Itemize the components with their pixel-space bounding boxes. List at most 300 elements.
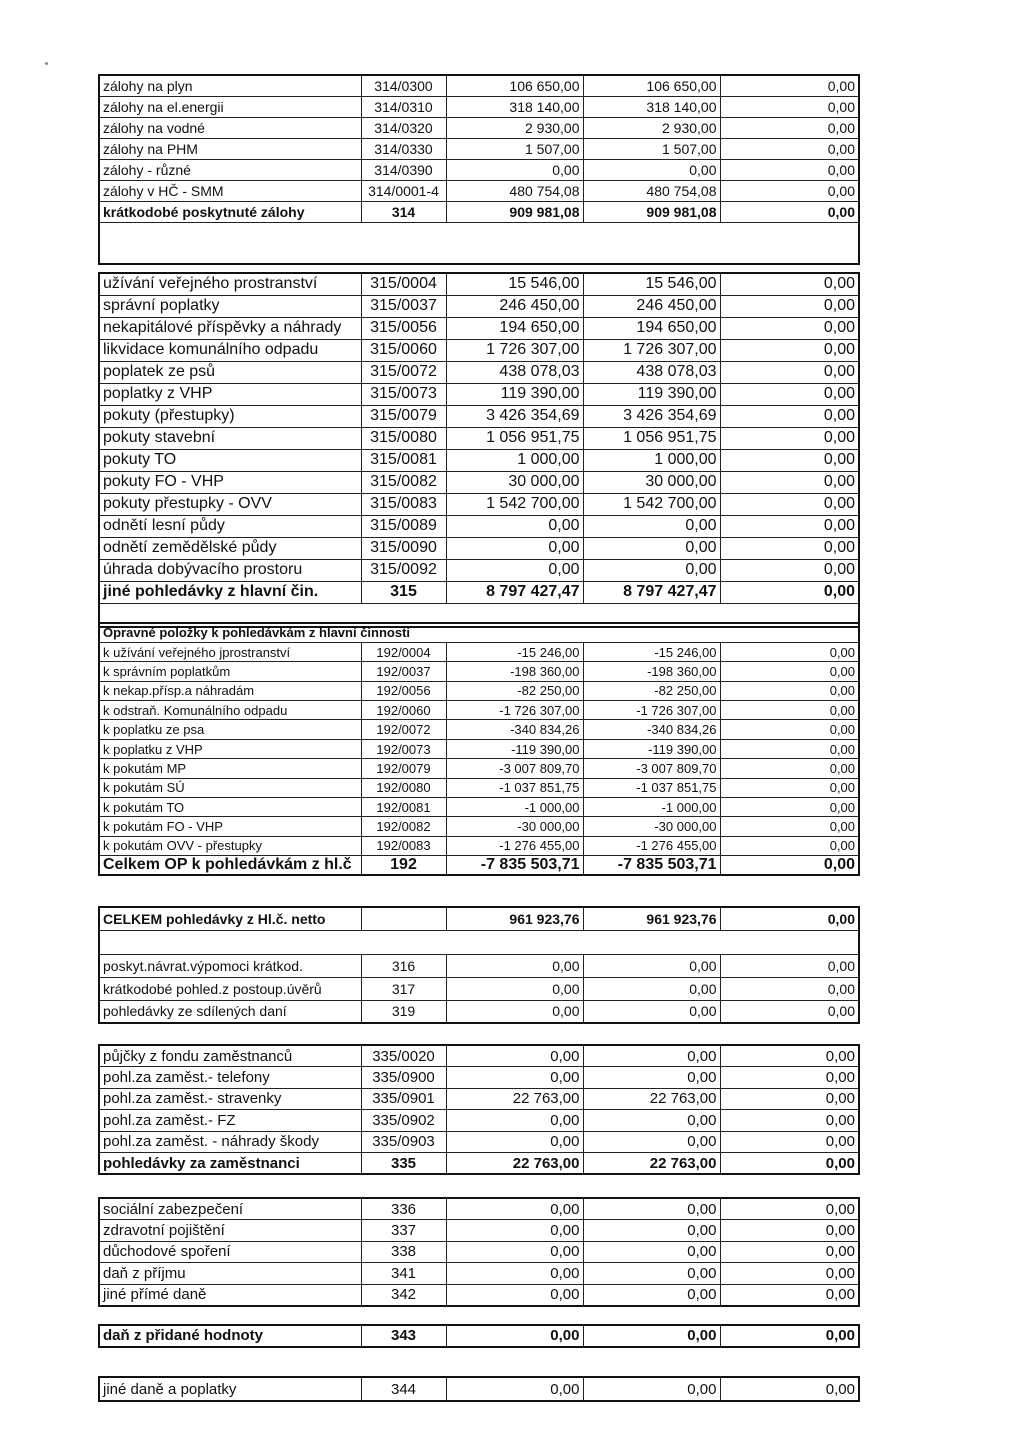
table-row bbox=[99, 138, 859, 159]
amount-col-1: -1 000,00 bbox=[446, 798, 583, 817]
amount-col-1: 0,00 bbox=[446, 1263, 583, 1285]
table-row bbox=[99, 537, 859, 559]
amount-col-3: 0,00 bbox=[720, 778, 859, 797]
table-row bbox=[99, 1220, 859, 1242]
amount-col-1: 2 930,00 bbox=[446, 117, 583, 138]
amount-col-2: 0,00 bbox=[583, 1263, 720, 1285]
account-code: 335/0020 bbox=[361, 1045, 446, 1067]
amount-col-2: -1 000,00 bbox=[583, 798, 720, 817]
table-row bbox=[99, 954, 859, 977]
amount-col-1: 15 546,00 bbox=[446, 273, 583, 295]
account-code: 335/0903 bbox=[361, 1131, 446, 1153]
amount-col-2: 0,00 bbox=[583, 954, 720, 977]
amount-col-3: 0,00 bbox=[720, 681, 859, 700]
item-name: zálohy na plyn bbox=[99, 75, 361, 96]
amount-col-3: 0,00 bbox=[720, 642, 859, 661]
amount-col-3: 0,00 bbox=[720, 493, 859, 515]
amount-col-3: 0,00 bbox=[720, 138, 859, 159]
amount-col-3: 0,00 bbox=[720, 739, 859, 758]
amount-col-3: 0,00 bbox=[720, 159, 859, 180]
table-allowances-192 bbox=[98, 622, 860, 876]
amount-col-2: 0,00 bbox=[583, 1220, 720, 1242]
item-name: jiné přímé daně bbox=[99, 1284, 361, 1306]
amount-col-2: 1 507,00 bbox=[583, 138, 720, 159]
account-code: 335/0902 bbox=[361, 1110, 446, 1132]
account-code: 192/0083 bbox=[361, 836, 446, 855]
account-code: 338 bbox=[361, 1241, 446, 1263]
table-row bbox=[99, 1284, 859, 1306]
amount-col-2: 0,00 bbox=[583, 1284, 720, 1306]
item-name: poplatky z VHP bbox=[99, 383, 361, 405]
table-row bbox=[99, 701, 859, 720]
amount-col-2: -7 835 503,71 bbox=[583, 856, 720, 875]
table-employees-335 bbox=[98, 1044, 860, 1175]
amount-col-3: 0,00 bbox=[720, 449, 859, 471]
account-code: 192/0079 bbox=[361, 759, 446, 778]
amount-col-3: 0,00 bbox=[720, 180, 859, 201]
item-name: správní poplatky bbox=[99, 295, 361, 317]
amount-col-2: 22 763,00 bbox=[583, 1153, 720, 1175]
table-row bbox=[99, 339, 859, 361]
amount-col-1: -340 834,26 bbox=[446, 720, 583, 739]
account-code: 314/0001-4 bbox=[361, 180, 446, 201]
table-row bbox=[99, 159, 859, 180]
amount-col-2: -15 246,00 bbox=[583, 642, 720, 661]
total-row bbox=[99, 581, 859, 603]
account-code: 343 bbox=[361, 1325, 446, 1347]
amount-col-3: 0,00 bbox=[720, 117, 859, 138]
amount-col-1: 0,00 bbox=[446, 977, 583, 1000]
amount-col-2: 246 450,00 bbox=[583, 295, 720, 317]
account-code: 315/0081 bbox=[361, 449, 446, 471]
account-code: 315/0073 bbox=[361, 383, 446, 405]
amount-col-1: 961 923,76 bbox=[446, 907, 583, 930]
table-row bbox=[99, 1263, 859, 1285]
amount-col-2: 0,00 bbox=[583, 1325, 720, 1347]
amount-col-3: 0,00 bbox=[720, 1220, 859, 1242]
table-row bbox=[99, 1045, 859, 1067]
amount-col-1: 30 000,00 bbox=[446, 471, 583, 493]
amount-col-1: -3 007 809,70 bbox=[446, 759, 583, 778]
table-row bbox=[99, 273, 859, 295]
amount-col-2: 119 390,00 bbox=[583, 383, 720, 405]
account-code: 316 bbox=[361, 954, 446, 977]
amount-col-2: 0,00 bbox=[583, 1000, 720, 1023]
amount-col-3: 0,00 bbox=[720, 1110, 859, 1132]
amount-col-3: 0,00 bbox=[720, 75, 859, 96]
amount-col-1: 3 426 354,69 bbox=[446, 405, 583, 427]
item-name: úhrada dobývacího prostoru bbox=[99, 559, 361, 581]
amount-col-1: 1 507,00 bbox=[446, 138, 583, 159]
spacer-row bbox=[99, 930, 859, 954]
amount-col-1: 22 763,00 bbox=[446, 1088, 583, 1110]
amount-col-3: 0,00 bbox=[720, 273, 859, 295]
item-name: zálohy v HČ - SMM bbox=[99, 180, 361, 201]
amount-col-2: -198 360,00 bbox=[583, 662, 720, 681]
amount-col-1: -1 276 455,00 bbox=[446, 836, 583, 855]
account-code: 319 bbox=[361, 1000, 446, 1023]
table-row bbox=[99, 1088, 859, 1110]
account-code: 314 bbox=[361, 201, 446, 222]
item-name: pokuty FO - VHP bbox=[99, 471, 361, 493]
table-row bbox=[99, 180, 859, 201]
amount-col-2: 909 981,08 bbox=[583, 201, 720, 222]
account-code: 315/0037 bbox=[361, 295, 446, 317]
item-name: k pokutám SÚ bbox=[99, 778, 361, 797]
amount-col-3: 0,00 bbox=[720, 1198, 859, 1220]
amount-col-1: 106 650,00 bbox=[446, 75, 583, 96]
table-row bbox=[99, 559, 859, 581]
amount-col-2: 1 542 700,00 bbox=[583, 493, 720, 515]
table-vat-343 bbox=[98, 1324, 860, 1348]
table-row bbox=[99, 449, 859, 471]
table-row bbox=[99, 117, 859, 138]
item-name: pohl.za zaměst.- stravenky bbox=[99, 1088, 361, 1110]
item-name: k poplatku z VHP bbox=[99, 739, 361, 758]
amount-col-3: 0,00 bbox=[720, 662, 859, 681]
account-code: 315/0080 bbox=[361, 427, 446, 449]
amount-col-1: 0,00 bbox=[446, 1000, 583, 1023]
amount-col-1: -7 835 503,71 bbox=[446, 856, 583, 875]
item-name: jiné pohledávky z hlavní čin. bbox=[99, 581, 361, 603]
table-row bbox=[99, 836, 859, 855]
amount-col-1: 0,00 bbox=[446, 1198, 583, 1220]
amount-col-2: 8 797 427,47 bbox=[583, 581, 720, 603]
section-header: Opravné položky k pohledávkám z hlavní činnosti bbox=[99, 623, 859, 642]
table-row bbox=[99, 1198, 859, 1220]
amount-col-2: 318 140,00 bbox=[583, 96, 720, 117]
amount-col-2: -1 037 851,75 bbox=[583, 778, 720, 797]
account-code: 314/0310 bbox=[361, 96, 446, 117]
amount-col-1: -1 037 851,75 bbox=[446, 778, 583, 797]
account-code: 314/0390 bbox=[361, 159, 446, 180]
amount-col-2: 0,00 bbox=[583, 1045, 720, 1067]
amount-col-3: 0,00 bbox=[720, 1377, 859, 1401]
amount-col-3: 0,00 bbox=[720, 1241, 859, 1263]
item-name: daň z přidané hodnoty bbox=[99, 1325, 361, 1347]
account-code bbox=[361, 907, 446, 930]
amount-col-1: 0,00 bbox=[446, 1241, 583, 1263]
account-code: 315/0072 bbox=[361, 361, 446, 383]
item-name: pokuty stavební bbox=[99, 427, 361, 449]
amount-col-2: 0,00 bbox=[583, 1067, 720, 1089]
amount-col-2: 1 056 951,75 bbox=[583, 427, 720, 449]
account-code: 192/0072 bbox=[361, 720, 446, 739]
amount-col-2: 2 930,00 bbox=[583, 117, 720, 138]
amount-col-3: 0,00 bbox=[720, 339, 859, 361]
amount-col-1: 194 650,00 bbox=[446, 317, 583, 339]
amount-col-2: 0,00 bbox=[583, 537, 720, 559]
item-name: daň z příjmu bbox=[99, 1263, 361, 1285]
item-name: poplatek ze psů bbox=[99, 361, 361, 383]
amount-col-3: 0,00 bbox=[720, 1263, 859, 1285]
amount-col-1: 246 450,00 bbox=[446, 295, 583, 317]
table-row bbox=[99, 75, 859, 96]
table-row bbox=[99, 681, 859, 700]
table-row bbox=[99, 405, 859, 427]
amount-col-2: 961 923,76 bbox=[583, 907, 720, 930]
amount-col-2: 0,00 bbox=[583, 1131, 720, 1153]
table-row bbox=[99, 1131, 859, 1153]
account-code: 315/0090 bbox=[361, 537, 446, 559]
table-row bbox=[99, 739, 859, 758]
amount-col-3: 0,00 bbox=[720, 1067, 859, 1089]
amount-col-3: 0,00 bbox=[720, 720, 859, 739]
spacer-cell bbox=[99, 930, 859, 954]
amount-col-1: -15 246,00 bbox=[446, 642, 583, 661]
amount-col-3: 0,00 bbox=[720, 1131, 859, 1153]
item-name: zálohy na el.energii bbox=[99, 96, 361, 117]
item-name: zálohy na vodné bbox=[99, 117, 361, 138]
table-row bbox=[99, 662, 859, 681]
account-code: 315/0082 bbox=[361, 471, 446, 493]
amount-col-2: 0,00 bbox=[583, 1198, 720, 1220]
account-code: 315/0004 bbox=[361, 273, 446, 295]
amount-col-2: 0,00 bbox=[583, 159, 720, 180]
table-receivables-315 bbox=[98, 272, 860, 628]
amount-col-1: 0,00 bbox=[446, 159, 583, 180]
amount-col-1: 1 542 700,00 bbox=[446, 493, 583, 515]
amount-col-1: -119 390,00 bbox=[446, 739, 583, 758]
amount-col-3: 0,00 bbox=[720, 817, 859, 836]
amount-col-3: 0,00 bbox=[720, 96, 859, 117]
table-row bbox=[99, 977, 859, 1000]
item-name: k poplatku ze psa bbox=[99, 720, 361, 739]
amount-col-3: 0,00 bbox=[720, 201, 859, 222]
table-row bbox=[99, 317, 859, 339]
amount-col-3: 0,00 bbox=[720, 954, 859, 977]
item-name: pokuty přestupky - OVV bbox=[99, 493, 361, 515]
amount-col-2: -1 726 307,00 bbox=[583, 701, 720, 720]
item-name: Celkem OP k pohledávkám z hl.č bbox=[99, 856, 361, 875]
table-row bbox=[99, 778, 859, 797]
amount-col-3: 0,00 bbox=[720, 759, 859, 778]
table-row bbox=[99, 720, 859, 739]
item-name: půjčky z fondu zaměstnanců bbox=[99, 1045, 361, 1067]
account-code: 341 bbox=[361, 1263, 446, 1285]
table-row bbox=[99, 642, 859, 661]
amount-col-1: 0,00 bbox=[446, 537, 583, 559]
amount-col-2: 1 726 307,00 bbox=[583, 339, 720, 361]
account-code: 335/0900 bbox=[361, 1067, 446, 1089]
account-code: 336 bbox=[361, 1198, 446, 1220]
amount-col-1: -198 360,00 bbox=[446, 662, 583, 681]
table-row bbox=[99, 361, 859, 383]
amount-col-1: 0,00 bbox=[446, 1045, 583, 1067]
amount-col-3: 0,00 bbox=[720, 427, 859, 449]
amount-col-1: 0,00 bbox=[446, 1067, 583, 1089]
account-code: 315/0083 bbox=[361, 493, 446, 515]
account-code: 315/0092 bbox=[361, 559, 446, 581]
item-name: pokuty (přestupky) bbox=[99, 405, 361, 427]
amount-col-1: 0,00 bbox=[446, 954, 583, 977]
amount-col-1: 0,00 bbox=[446, 1377, 583, 1401]
item-name: odnětí zemědělské půdy bbox=[99, 537, 361, 559]
amount-col-1: -30 000,00 bbox=[446, 817, 583, 836]
account-code: 192/0082 bbox=[361, 817, 446, 836]
table-social-taxes bbox=[98, 1197, 860, 1307]
item-name: pohl.za zaměst.- telefony bbox=[99, 1067, 361, 1089]
amount-col-3: 0,00 bbox=[720, 405, 859, 427]
total-row bbox=[99, 1153, 859, 1175]
amount-col-3: 0,00 bbox=[720, 1325, 859, 1347]
item-name: k nekap.přísp.a náhradám bbox=[99, 681, 361, 700]
table-row bbox=[99, 96, 859, 117]
amount-col-2: 1 000,00 bbox=[583, 449, 720, 471]
amount-col-1: 318 140,00 bbox=[446, 96, 583, 117]
amount-col-3: 0,00 bbox=[720, 471, 859, 493]
account-code: 315/0079 bbox=[361, 405, 446, 427]
item-name: užívání veřejného prostranství bbox=[99, 273, 361, 295]
amount-col-3: 0,00 bbox=[720, 1045, 859, 1067]
amount-col-3: 0,00 bbox=[720, 836, 859, 855]
amount-col-1: 480 754,08 bbox=[446, 180, 583, 201]
table-row bbox=[99, 427, 859, 449]
table-advances-314 bbox=[98, 74, 860, 265]
table-row bbox=[99, 493, 859, 515]
amount-col-3: 0,00 bbox=[720, 295, 859, 317]
amount-col-3: 0,00 bbox=[720, 907, 859, 930]
amount-col-2: -82 250,00 bbox=[583, 681, 720, 700]
amount-col-2: 0,00 bbox=[583, 515, 720, 537]
account-code: 315/0060 bbox=[361, 339, 446, 361]
item-name: likvidace komunálního odpadu bbox=[99, 339, 361, 361]
item-name: CELKEM pohledávky z Hl.č. netto bbox=[99, 907, 361, 930]
amount-col-1: 1 000,00 bbox=[446, 449, 583, 471]
item-name: pohledávky ze sdílených daní bbox=[99, 1000, 361, 1023]
amount-col-3: 0,00 bbox=[720, 361, 859, 383]
amount-col-1: 0,00 bbox=[446, 1325, 583, 1347]
amount-col-1: 119 390,00 bbox=[446, 383, 583, 405]
account-code: 315 bbox=[361, 581, 446, 603]
item-name: k pokutám MP bbox=[99, 759, 361, 778]
item-name: k odstraň. Komunálního odpadu bbox=[99, 701, 361, 720]
section-header-row bbox=[99, 623, 859, 642]
amount-col-2: 30 000,00 bbox=[583, 471, 720, 493]
amount-col-1: 0,00 bbox=[446, 1284, 583, 1306]
amount-col-2: 480 754,08 bbox=[583, 180, 720, 201]
amount-col-1: 1 056 951,75 bbox=[446, 427, 583, 449]
account-code: 192/0056 bbox=[361, 681, 446, 700]
item-name: krátkodobé poskytnuté zálohy bbox=[99, 201, 361, 222]
amount-col-2: -119 390,00 bbox=[583, 739, 720, 758]
item-name: k užívání veřejného jprostranství bbox=[99, 642, 361, 661]
amount-col-1: 8 797 427,47 bbox=[446, 581, 583, 603]
amount-col-3: 0,00 bbox=[720, 977, 859, 1000]
table-other-taxes-344 bbox=[98, 1376, 860, 1402]
account-code: 337 bbox=[361, 1220, 446, 1242]
amount-col-1: 0,00 bbox=[446, 1110, 583, 1132]
item-name: pokuty TO bbox=[99, 449, 361, 471]
amount-col-3: 0,00 bbox=[720, 1000, 859, 1023]
amount-col-2: -1 276 455,00 bbox=[583, 836, 720, 855]
table-net-total bbox=[98, 906, 860, 1024]
account-code: 335 bbox=[361, 1153, 446, 1175]
account-code: 344 bbox=[361, 1377, 446, 1401]
amount-col-2: 3 426 354,69 bbox=[583, 405, 720, 427]
table-row bbox=[99, 1110, 859, 1132]
total-row bbox=[99, 1325, 859, 1347]
item-name: zálohy na PHM bbox=[99, 138, 361, 159]
amount-col-3: 0,00 bbox=[720, 1284, 859, 1306]
item-name: pohl.za zaměst.- FZ bbox=[99, 1110, 361, 1132]
amount-col-3: 0,00 bbox=[720, 856, 859, 875]
account-code: 192/0004 bbox=[361, 642, 446, 661]
account-code: 315/0056 bbox=[361, 317, 446, 339]
amount-col-3: 0,00 bbox=[720, 581, 859, 603]
amount-col-3: 0,00 bbox=[720, 701, 859, 720]
amount-col-2: 0,00 bbox=[583, 559, 720, 581]
account-code: 192/0073 bbox=[361, 739, 446, 758]
account-code: 192 bbox=[361, 856, 446, 875]
account-code: 192/0060 bbox=[361, 701, 446, 720]
amount-col-3: 0,00 bbox=[720, 798, 859, 817]
item-name: k pokutám OVV - přestupky bbox=[99, 836, 361, 855]
amount-col-2: 106 650,00 bbox=[583, 75, 720, 96]
table-row bbox=[99, 1241, 859, 1263]
table-row bbox=[99, 1000, 859, 1023]
amount-col-3: 0,00 bbox=[720, 1088, 859, 1110]
amount-col-1: 22 763,00 bbox=[446, 1153, 583, 1175]
amount-col-3: 0,00 bbox=[720, 537, 859, 559]
item-name: pohledávky za zaměstnanci bbox=[99, 1153, 361, 1175]
amount-col-1: 0,00 bbox=[446, 515, 583, 537]
spacer-cell bbox=[99, 222, 859, 264]
item-name: poskyt.návrat.výpomoci krátkod. bbox=[99, 954, 361, 977]
amount-col-3: 0,00 bbox=[720, 383, 859, 405]
item-name: krátkodobé pohled.z postoup.úvěrů bbox=[99, 977, 361, 1000]
account-code: 192/0037 bbox=[361, 662, 446, 681]
table-row bbox=[99, 383, 859, 405]
item-name: k pokutám FO - VHP bbox=[99, 817, 361, 836]
amount-col-1: 909 981,08 bbox=[446, 201, 583, 222]
item-name: odnětí lesní půdy bbox=[99, 515, 361, 537]
item-name: sociální zabezpečení bbox=[99, 1198, 361, 1220]
amount-col-1: 0,00 bbox=[446, 1131, 583, 1153]
amount-col-3: 0,00 bbox=[720, 1153, 859, 1175]
amount-col-1: -1 726 307,00 bbox=[446, 701, 583, 720]
amount-col-2: -3 007 809,70 bbox=[583, 759, 720, 778]
amount-col-1: 0,00 bbox=[446, 1220, 583, 1242]
account-code: 314/0320 bbox=[361, 117, 446, 138]
amount-col-2: 0,00 bbox=[583, 1377, 720, 1401]
amount-col-1: -82 250,00 bbox=[446, 681, 583, 700]
table-row bbox=[99, 759, 859, 778]
amount-col-3: 0,00 bbox=[720, 515, 859, 537]
amount-col-1: 0,00 bbox=[446, 559, 583, 581]
total-row bbox=[99, 907, 859, 930]
total-row bbox=[99, 201, 859, 222]
item-name: jiné daně a poplatky bbox=[99, 1377, 361, 1401]
table-row bbox=[99, 1067, 859, 1089]
amount-col-2: 15 546,00 bbox=[583, 273, 720, 295]
item-name: pohl.za zaměst. - náhrady škody bbox=[99, 1131, 361, 1153]
account-code: 317 bbox=[361, 977, 446, 1000]
amount-col-1: 438 078,03 bbox=[446, 361, 583, 383]
table-row bbox=[99, 295, 859, 317]
total-row bbox=[99, 856, 859, 875]
item-name: důchodové spoření bbox=[99, 1241, 361, 1263]
account-code: 315/0089 bbox=[361, 515, 446, 537]
table-row bbox=[99, 515, 859, 537]
table-row bbox=[99, 471, 859, 493]
table-row bbox=[99, 817, 859, 836]
amount-col-2: -340 834,26 bbox=[583, 720, 720, 739]
amount-col-2: -30 000,00 bbox=[583, 817, 720, 836]
item-name: zálohy - různé bbox=[99, 159, 361, 180]
account-code: 314/0330 bbox=[361, 138, 446, 159]
table-row bbox=[99, 798, 859, 817]
